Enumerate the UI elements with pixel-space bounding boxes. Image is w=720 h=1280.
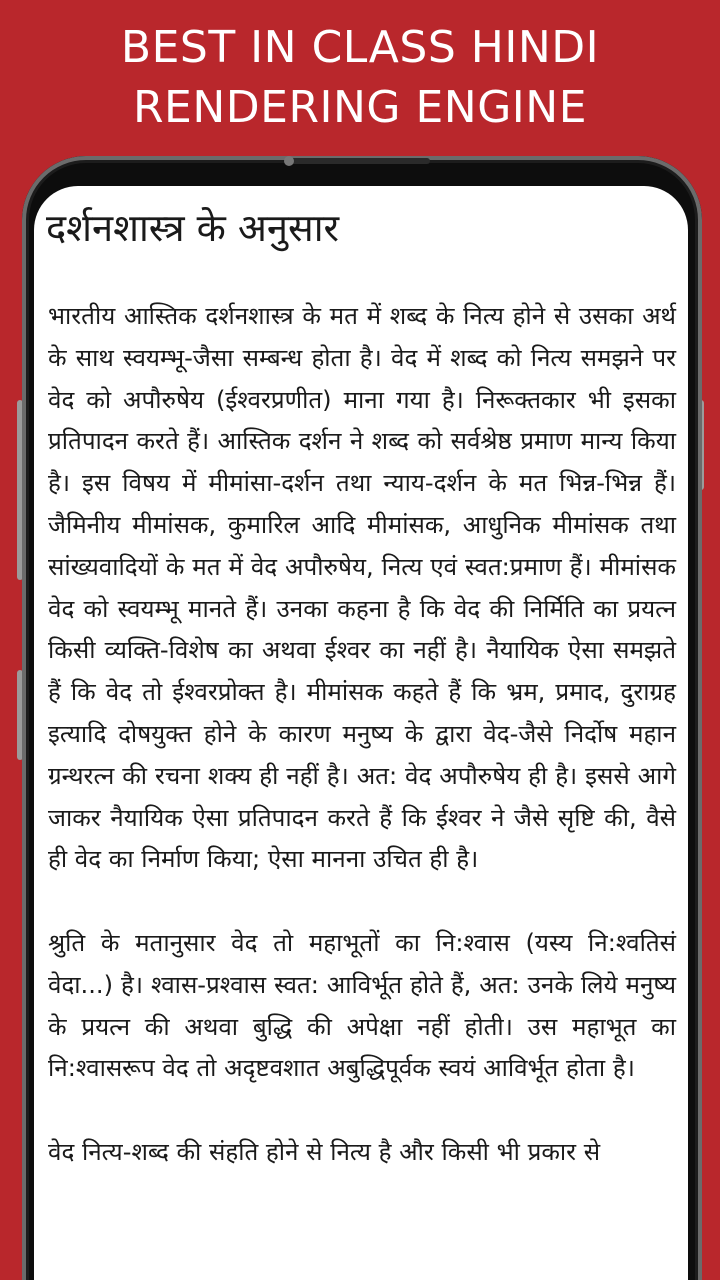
article-body[interactable]: [48, 296, 676, 1216]
promo-headline: [0, 18, 720, 138]
phone-camera-icon: [284, 156, 294, 166]
article-title: दर्शनशास्त्र के अनुसार: [46, 206, 340, 250]
article-paragraph: भारतीय आस्तिक दर्शनशास्त्र के मत में शब्द के नित्य होने से उसका अर्थ के साथ स्वयम्भू-जैसा सम्बन्ध होता है। वेद में शब्द को नित्य समझने पर वेद को अपौरुषेय (ईश्वरप्रणीत) माना गया है। निरूक्तकार भी इसका प्रतिपादन करते हैं। आस्तिक दर्शन ने शब्द को सर्वश्रेष्ठ प्रमाण मान्य किया है। इस विषय में मीमांसा-दर्शन तथा न्याय-दर्शन के मत भिन्न-भिन्न हैं। जैमिनीय मीमांसक, कुमारिल आदि मीमांसक, आधुनिक मीमांसक तथा सांख्यवादियों के मत में वेद अपौरुषेय, नित्य एवं स्वत:प्रमाण हैं। मीमांसक वेद को स्वयम्भू मानते हैं। उनका कहना है कि वेद की निर्मिति का प्रयत्न किसी व्यक्ति-विशेष का अथवा ईश्वर का नहीं है। नैयायिक ऐसा समझते हैं कि वेद तो ईश्वरप्रोक्त है। मीमांसक कहते हैं कि भ्रम, प्रमाद, दुराग्रह इत्यादि दोषयुक्त होने के कारण मनुष्य के द्वारा वेद-जैसे निर्दोष महान ग्रन्थरत्न की रचना शक्य ही नहीं है। अत: वेद अपौरुषेय ही है। इससे आगे जाकर नैयायिक ऐसा प्रतिपादन करते हैं कि ईश्वर ने जैसे सृष्टि की, वैसे ही वेद का निर्माण किया; ऐसा मानना उचित ही है।: [48, 302, 676, 874]
headline-line-1: BEST IN CLASS HINDI: [120, 22, 600, 73]
phone-speaker-grille: [290, 158, 430, 164]
article-paragraph: श्रुति के मतानुसार वेद तो महाभूतों का नि:श्वास (यस्य नि:श्वतिसं वेदा...) है। श्वास-प्रश्वास स्वत: आविर्भूत होते हैं, अत: उनके लिये मनुष्य के प्रयत्न की अथवा बुद्धि की अपेक्षा नहीं होती। उस महाभूत का नि:श्वासरूप वेद तो अदृष्टवशात अबुद्धिपूर्वक स्वयं आविर्भूत होता है।: [48, 928, 676, 1083]
headline-line-2: RENDERING ENGINE: [132, 82, 587, 133]
phone-screen[interactable]: [34, 186, 688, 1280]
article-paragraph: वेद नित्य-शब्द की संहति होने से नित्य है और किसी भी प्रकार से: [48, 1137, 601, 1166]
